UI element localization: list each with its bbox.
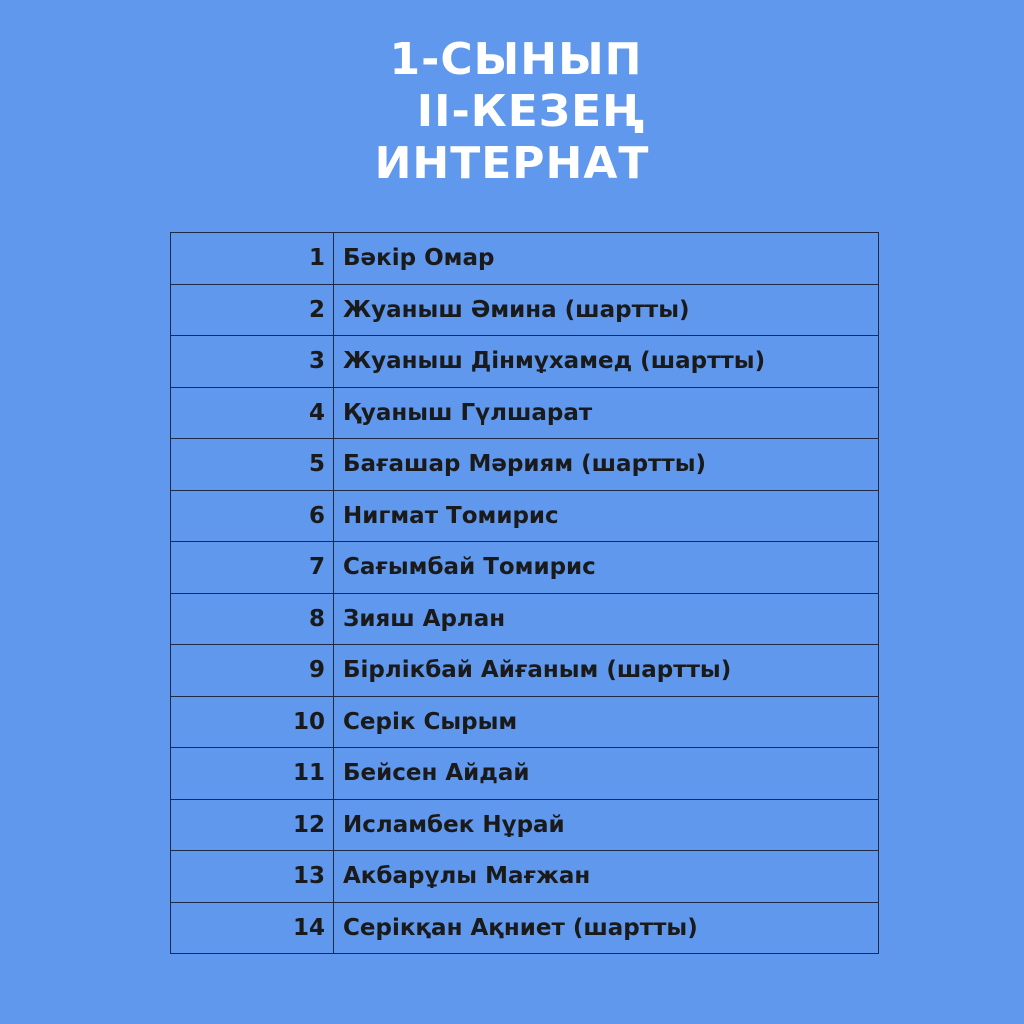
student-name: Бәкір Омар: [334, 233, 879, 285]
student-name: Жуаныш Әмина (шартты): [334, 284, 879, 336]
row-number: 3: [171, 336, 334, 388]
row-number: 1: [171, 233, 334, 285]
table-row: [171, 696, 879, 748]
student-name: Нигмат Томирис: [334, 490, 879, 542]
row-number: 5: [171, 439, 334, 491]
row-number: 10: [171, 696, 334, 748]
row-number: 7: [171, 542, 334, 594]
table-row: [171, 645, 879, 697]
student-name: Бейсен Айдай: [334, 748, 879, 800]
title-line-grade: 1-СЫНЫП: [389, 34, 643, 85]
student-roster-table: [170, 232, 879, 954]
student-name: Бірлікбай Айғаным (шартты): [334, 645, 879, 697]
table-row: [171, 336, 879, 388]
row-number: 14: [171, 902, 334, 954]
student-name: Жуаныш Дінмұхамед (шартты): [334, 336, 879, 388]
table-row: [171, 439, 879, 491]
table-row: [171, 851, 879, 903]
row-number: 12: [171, 799, 334, 851]
page-title: [0, 34, 1024, 190]
title-line-boarding: ИНТЕРНАТ: [374, 138, 650, 189]
student-name: Сағымбай Томирис: [334, 542, 879, 594]
row-number: 9: [171, 645, 334, 697]
table-row: [171, 799, 879, 851]
table-row: [171, 490, 879, 542]
row-number: 2: [171, 284, 334, 336]
table-row: [171, 542, 879, 594]
student-name: Исламбек Нұрай: [334, 799, 879, 851]
row-number: 11: [171, 748, 334, 800]
table-row: [171, 593, 879, 645]
student-name: Акбарұлы Мағжан: [334, 851, 879, 903]
student-name: Серікқан Ақниет (шартты): [334, 902, 879, 954]
table-row: [171, 233, 879, 285]
table-row: [171, 387, 879, 439]
table-row: [171, 284, 879, 336]
student-name: Қуаныш Гүлшарат: [334, 387, 879, 439]
row-number: 8: [171, 593, 334, 645]
student-name: Бағашар Мәриям (шартты): [334, 439, 879, 491]
table-row: [171, 902, 879, 954]
row-number: 6: [171, 490, 334, 542]
title-line-stage: II-КЕЗЕҢ: [416, 86, 646, 137]
row-number: 13: [171, 851, 334, 903]
roster-body: [171, 233, 879, 954]
student-name: Серік Сырым: [334, 696, 879, 748]
table-row: [171, 748, 879, 800]
row-number: 4: [171, 387, 334, 439]
student-name: Зияш Арлан: [334, 593, 879, 645]
